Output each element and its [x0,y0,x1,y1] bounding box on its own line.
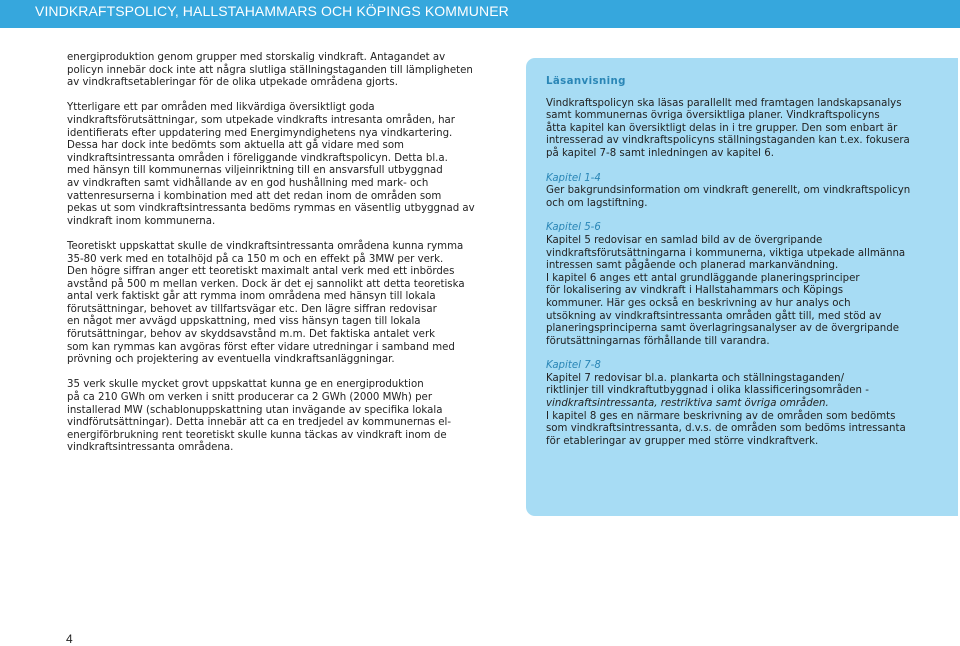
text-line: med hänsyn till kommunernas viljeinriktning till en ansvarsfull utbyggnad [67,165,443,177]
text-line: riktlinjer till vindkraftutbyggnad i olika klassificeringsområden - [546,385,869,397]
text-line: vindkraftsintressanta områdena. [67,442,234,454]
document-title: VINDKRAFTSPOLICY, HALLSTAHAMMARS OCH KÖPINGS KOMMUNER [35,3,509,19]
text-line: samt kommunernas övriga översiktliga planer. Vindkraftspolicyns [546,110,880,122]
text-line: för etableringar av grupper med större vindkraftverk. [546,435,819,447]
text-line: pekas ut som vindkraftsintressanta bedöms rymmas en väsentlig utbyggnad av [67,203,475,215]
reading-guide-box [526,58,958,516]
text-line: intresserad av vindkraftspolicyns ställningstaganden kan t.ex. fokusera [546,135,910,147]
text-line: åtta kapitel kan översiktligt delas in i tre grupper. Den som enbart är [546,122,898,134]
text-line: vindkraftsförutsättningarna i kommunerna, viktiga utpekade allmänna [546,247,906,259]
text-line: på kapitel 7-8 samt inledningen av kapitel 6. [546,147,774,159]
reading-guide-heading: Läsanvisning [546,76,626,87]
text-line: Ger bakgrundsinformation om vindkraft generellt, om vindkraftspolicyn [546,185,911,197]
chapter-5-6-title: Kapitel 5-6 [546,222,601,234]
reading-guide-intro [546,98,946,161]
chapter-7-8-section [546,360,946,448]
text-line: identifierats efter uppdatering med Energimyndighetens nya vindkartering. [67,127,453,139]
text-line: policyn innebär dock inte att några slutliga ställningstaganden till lämpligheten [67,64,473,76]
text-line: förutsättningar, behovet av tillfartsvägar etc. Den lägre siffran redovisar [67,303,437,315]
chapter-1-4-section [546,173,946,211]
text-line: som kan rymmas kan avgöras först efter vidare utredningar i samband med [67,341,455,353]
chapter-5-6-section [546,222,946,348]
paragraph-intro [67,52,507,90]
text-line: Den högre siffran anger ett teoretiskt maximalt antal verk med ett inbördes [67,266,455,278]
reading-guide-content [546,76,946,460]
text-line: planeringsprinciperna samt överlagringsanalyser av de övergripande [546,323,899,335]
text-line: av vindkraften samt vidhållande av en god hushållning med mark- och [67,177,429,189]
text-line: vindkraft inom kommunerna. [67,215,216,227]
chapter-1-4-title: Kapitel 1-4 [546,172,601,184]
text-line: för lokalisering av vindkraft i Hallstahammars och Köpings [546,285,844,297]
paragraph-other-areas [67,102,507,228]
text-line-italic: vindkraftsintressanta, restriktiva samt övriga områden. [546,398,829,410]
text-line: vattenresurserna i kombination med att det redan inom de områden som [67,190,442,202]
text-line: Teoretiskt uppskattat skulle de vindkraftsintressanta områdena kunna rymma [67,240,464,252]
text-line: vindförutsättningar). Detta innebär att ca en tredjedel av kommunernas el- [67,417,452,429]
text-line: Vindkraftspolicyn ska läsas parallellt med framtagen landskapsanalys [546,97,902,109]
text-line: installerad MW (schablonuppskattning utan invägande av specifika lokala [67,404,443,416]
text-line: intressen samt pågående och planerad markanvändning. [546,260,839,272]
text-line: energiproduktion genom grupper med storskalig vindkraft. Antagandet av [67,52,446,63]
text-line: vindkraftsförutsättningar, som utpekade vindkrafts intresanta områden, har [67,114,455,126]
text-line: en något mer avvägd uppskattning, med viss hänsyn tagen till lokala [67,316,421,328]
text-line: energiförbrukning rent teoretiskt skulle kunna täckas av vindkraft inom de [67,429,447,441]
paragraph-energy [67,379,507,455]
text-line: vindkraftsintressanta områden i föreliggande vindkraftspolicyn. Detta bl.a. [67,152,448,164]
text-line: av vindkraftsetableringar för de olika utpekade områdena gjorts. [67,77,398,89]
header-bar [0,0,960,28]
main-text-column [67,52,507,468]
text-line: 35-80 verk med en totalhöjd på ca 150 m och en effekt på 3MW per verk. [67,253,444,265]
text-line: avstånd på 500 m mellan verken. Dock är det ej sannolikt att detta teoretiska [67,278,465,290]
text-line: utsökning av vindkraftsintressanta områden gått till, med stöd av [546,310,882,322]
paragraph-estimate [67,241,507,367]
text-line: kommuner. Här ges också en beskrivning av hur analys och [546,297,851,309]
text-line: I kapitel 8 ges en närmare beskrivning av de områden som bedömts [546,410,896,422]
chapter-7-8-title: Kapitel 7-8 [546,360,601,372]
text-line: I kapitel 6 anges ett antal grundläggande planeringsprinciper [546,272,860,284]
text-line: förutsättningar, behov av skyddsavstånd m.m. Det faktiska antalet verk [67,329,436,341]
text-line: och om lagstiftning. [546,197,648,209]
text-line: som vindkraftsintressanta, d.v.s. de områden som bedöms intressanta [546,423,906,435]
text-line: förutsättningarnas förhållande till varandra. [546,335,770,347]
text-line: Kapitel 7 redovisar bl.a. plankarta och ställningstaganden/ [546,372,845,384]
text-line: antal verk faktiskt går att rymma inom områdena med hänsyn till lokala [67,291,436,303]
text-line: 35 verk skulle mycket grovt uppskattat kunna ge en energiproduktion [67,379,424,391]
text-line: prövning och projektering av eventuella vindkraftsanläggningar. [67,354,395,366]
text-line: på ca 210 GWh om verken i snitt producerar ca 2 GWh (2000 MWh) per [67,392,433,404]
text-line: Kapitel 5 redovisar en samlad bild av de övergripande [546,234,823,246]
text-line: Dessa har dock inte bedömts som aktuella att gå vidare med som [67,140,404,152]
text-line: Ytterligare ett par områden med likvärdiga översiktligt goda [67,102,375,114]
page-number: 4 [66,632,73,646]
